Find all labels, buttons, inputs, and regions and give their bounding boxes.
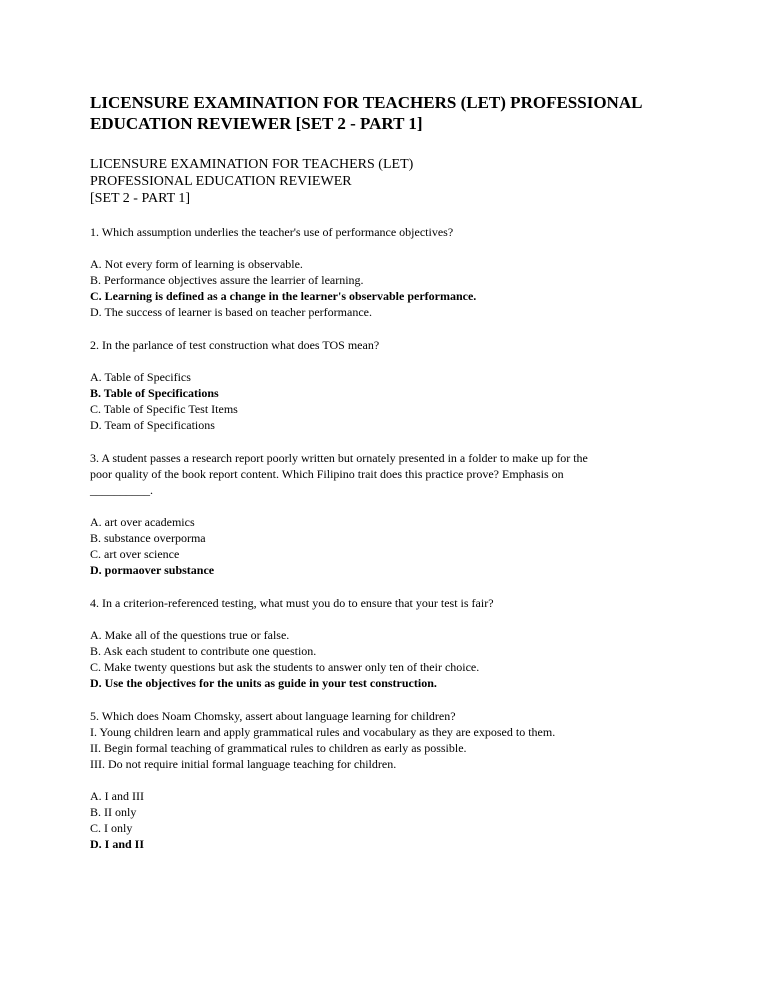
- option-a: A. Table of Specifics: [90, 370, 191, 384]
- subheading-line: LICENSURE EXAMINATION FOR TEACHERS (LET): [90, 157, 414, 172]
- answer-options: [90, 369, 710, 433]
- option-b: B. Performance objectives assure the learrier of learning.: [90, 273, 364, 287]
- question-line: III. Do not require initial formal language teaching for children.: [90, 757, 397, 771]
- option-c: C. Learning is defined as a change in the learner's observable performance.: [90, 289, 477, 303]
- question-line: 4. In a criterion-referenced testing, what must you do to ensure that your test is fair?: [90, 596, 494, 610]
- answer-options: [90, 256, 710, 320]
- document-title: LICENSURE EXAMINATION FOR TEACHERS (LET) PROFESSIONAL EDUCATION REVIEWER [SET 2 - PART 1]: [90, 93, 642, 133]
- option-d: D. pormaover substance: [90, 563, 215, 577]
- option-b: B. substance overporma: [90, 531, 206, 545]
- option-c: C. I only: [90, 821, 133, 835]
- answer-options: [90, 788, 710, 852]
- question-line: II. Begin formal teaching of grammatical rules to children as early as possible.: [90, 741, 467, 755]
- option-d: D. I and II: [90, 837, 145, 851]
- option-c: C. art over science: [90, 547, 180, 561]
- question-text: [90, 224, 710, 240]
- question-1: [90, 224, 710, 320]
- question-line: 5. Which does Noam Chomsky, assert about language learning for children?: [90, 709, 456, 723]
- option-a: A. Not every form of learning is observable.: [90, 257, 303, 271]
- subheading-line: [SET 2 - PART 1]: [90, 191, 191, 206]
- question-text: [90, 337, 710, 353]
- option-a: A. Make all of the questions true or false.: [90, 628, 290, 642]
- subheading-line: PROFESSIONAL EDUCATION REVIEWER: [90, 174, 352, 189]
- question-text: [90, 450, 710, 498]
- question-line: 3. A student passes a research report poorly written but ornately presented in a folder to make up for the: [90, 451, 588, 465]
- question-line: poor quality of the book report content. Which Filipino trait does this practice prove? Emphasis on: [90, 467, 564, 481]
- option-a: A. art over academics: [90, 515, 195, 529]
- document-page: [90, 92, 710, 852]
- option-d: D. The success of learner is based on teacher performance.: [90, 305, 372, 319]
- option-b: B. Ask each student to contribute one question.: [90, 644, 317, 658]
- question-line: 1. Which assumption underlies the teacher's use of performance objectives?: [90, 225, 454, 239]
- question-line: 2. In the parlance of test construction what does TOS mean?: [90, 338, 380, 352]
- subheading: [90, 156, 710, 207]
- option-b: B. Table of Specifications: [90, 386, 219, 400]
- question-3: [90, 450, 710, 578]
- option-c: C. Table of Specific Test Items: [90, 402, 238, 416]
- question-line: __________.: [90, 483, 153, 497]
- option-d: D. Team of Specifications: [90, 418, 215, 432]
- question-4: [90, 595, 710, 691]
- question-line: I. Young children learn and apply grammatical rules and vocabulary as they are exposed to them.: [90, 725, 556, 739]
- option-a: A. I and III: [90, 789, 144, 803]
- option-c: C. Make twenty questions but ask the students to answer only ten of their choice.: [90, 660, 480, 674]
- question-text: [90, 595, 710, 611]
- question-text: [90, 708, 710, 772]
- answer-options: [90, 627, 710, 691]
- question-5: [90, 708, 710, 852]
- option-d: D. Use the objectives for the units as guide in your test construction.: [90, 676, 437, 690]
- option-b: B. II only: [90, 805, 137, 819]
- answer-options: [90, 514, 710, 578]
- question-2: [90, 337, 710, 433]
